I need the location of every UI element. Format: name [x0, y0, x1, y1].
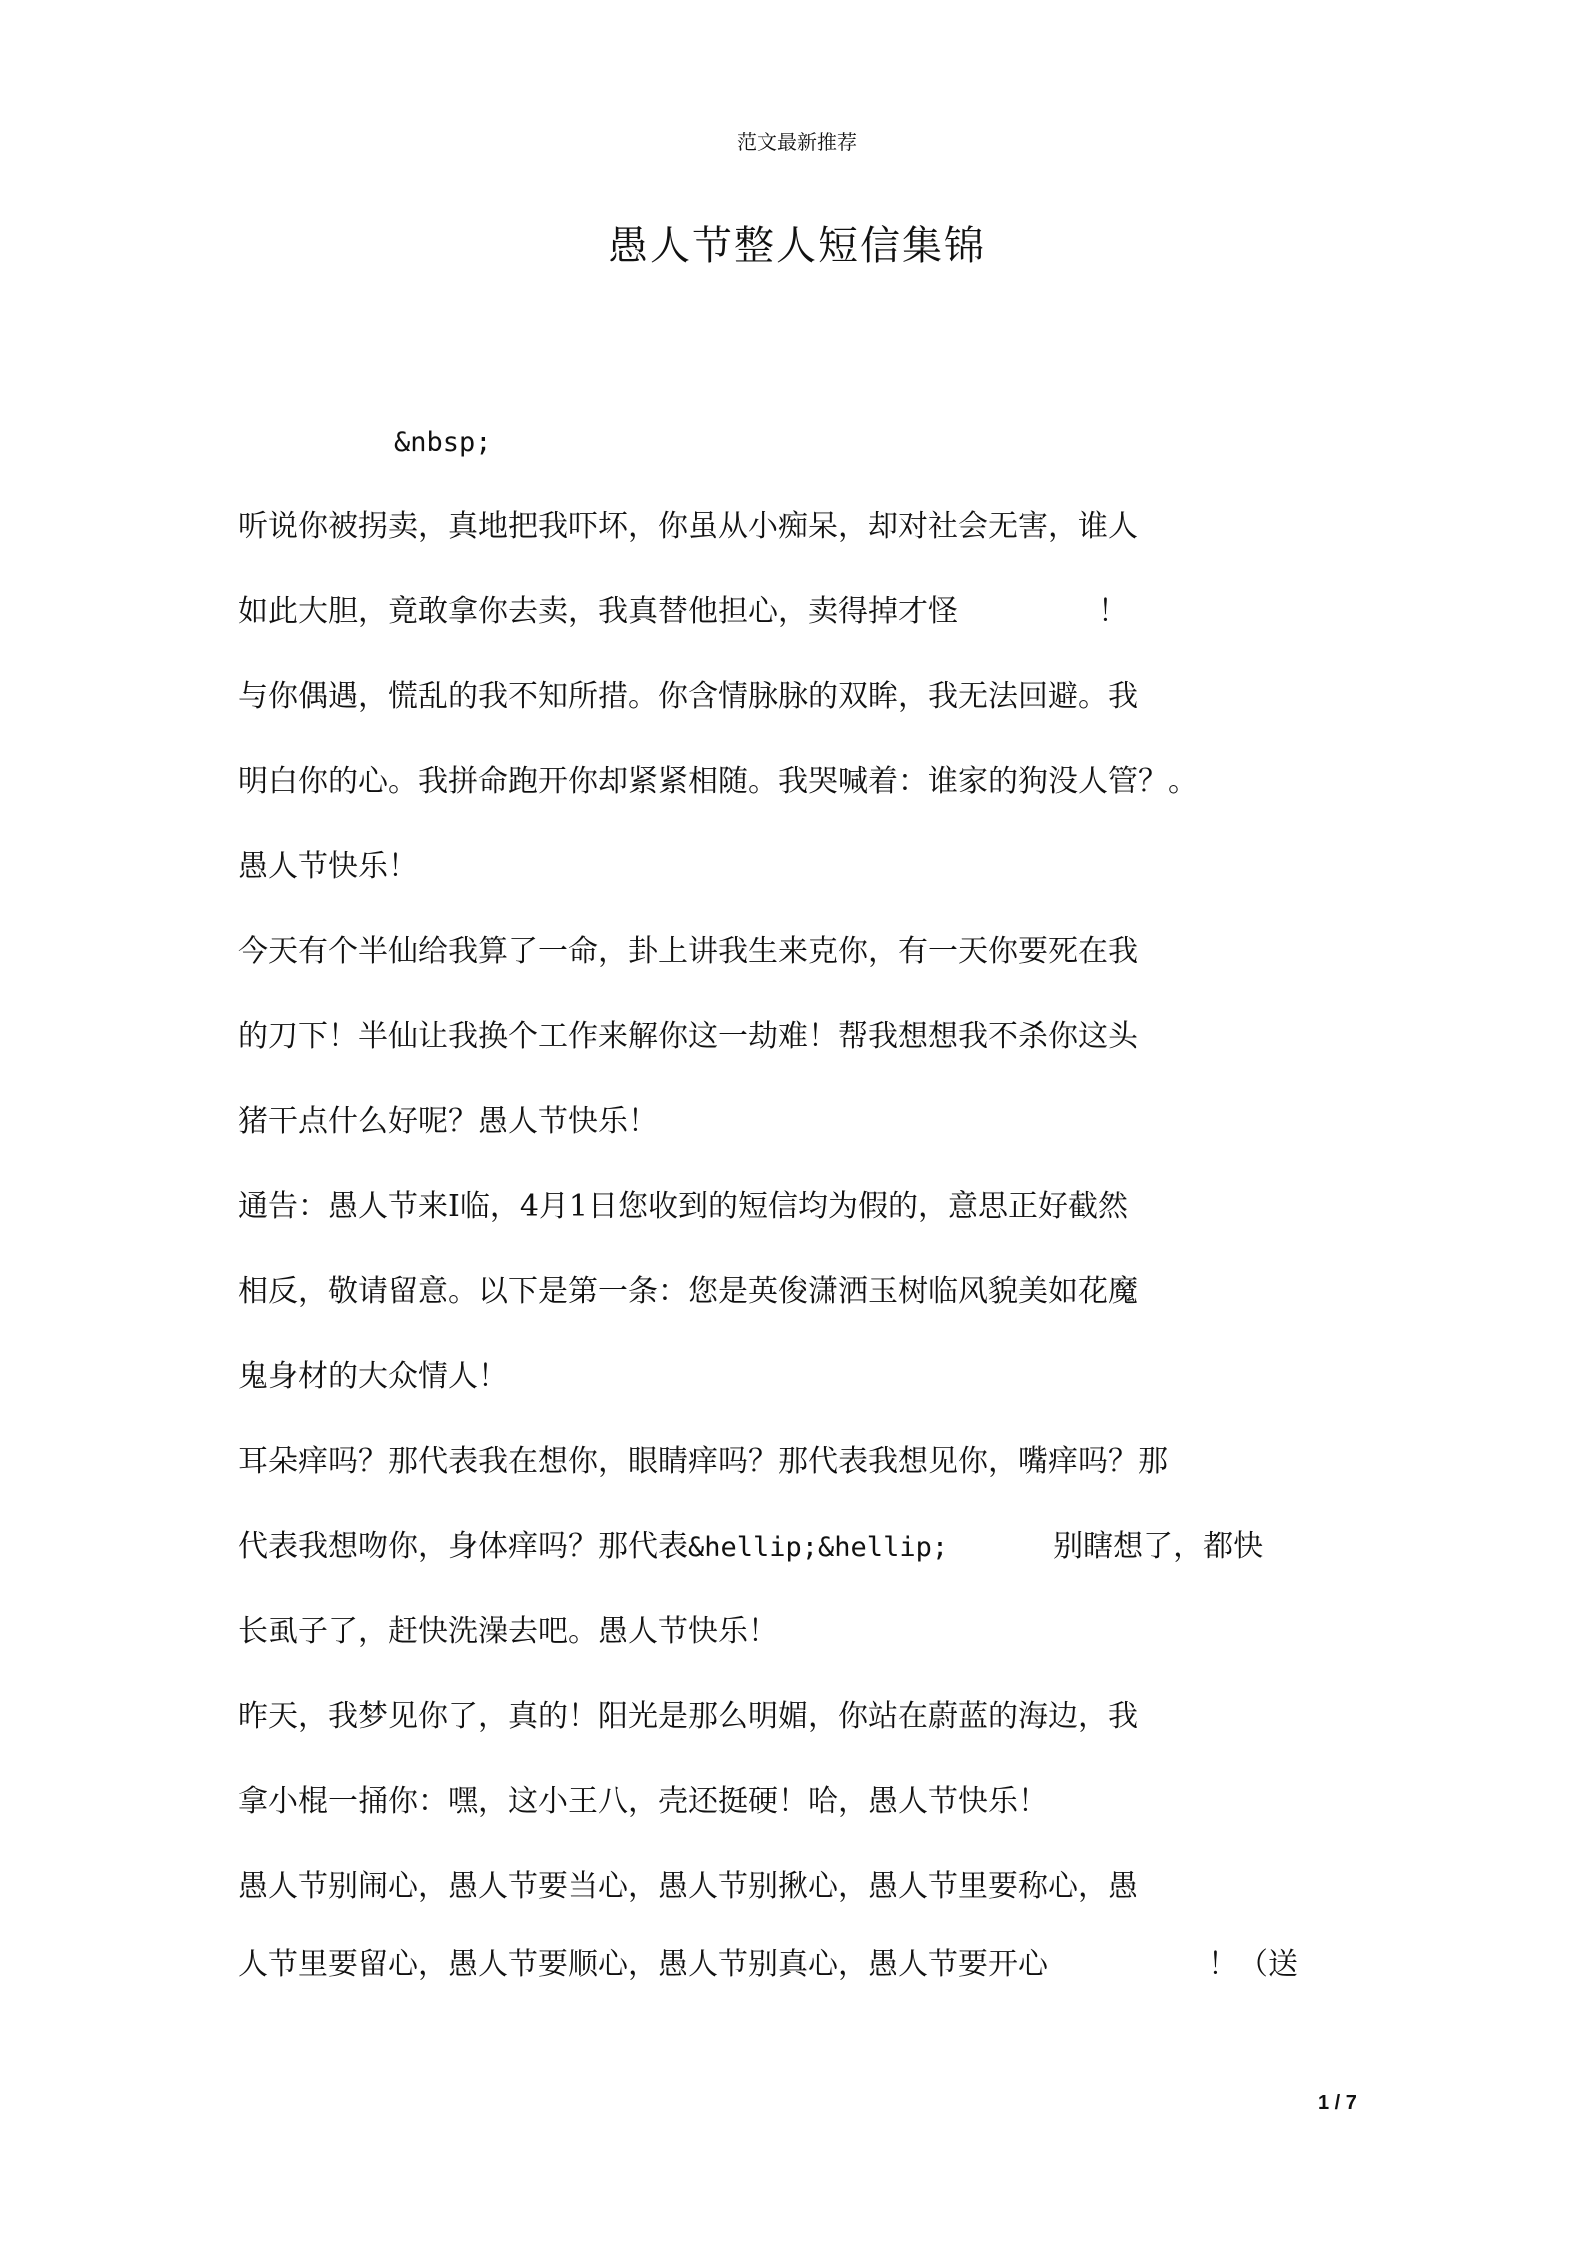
paragraph-line — [238, 1105, 1398, 1190]
line-text: ！（送 — [1208, 1947, 1298, 1982]
paragraph-line — [238, 425, 1398, 510]
paragraph-line — [238, 1615, 1398, 1700]
paragraph-line — [238, 1948, 1398, 2033]
nbsp-entity-text: &nbsp; — [394, 427, 492, 458]
line-text: 别瞎想了，都快 — [1053, 1529, 1264, 1564]
paragraph-line — [238, 1870, 1398, 1948]
line-text: 拿小棍一捅你：嘿，这小王八，壳还挺硬！哈，愚人节快乐！ — [238, 1784, 1048, 1819]
line-text: 人节里要留心，愚人节要顺心，愚人节别真心，愚人节要开心 — [238, 1947, 1048, 1982]
paragraph-line — [238, 1190, 1398, 1275]
page-header: 范文最新推荐 — [737, 130, 857, 154]
paragraph-line — [238, 1020, 1398, 1105]
paragraph-line — [238, 595, 1398, 680]
page-number: 1 / 7 — [1318, 2092, 1357, 2114]
line-text: 明白你的心。我拼命跑开你却紧紧相随。我哭喊着：谁家的狗没人管？。 — [238, 764, 1198, 799]
document-body — [238, 425, 1398, 2033]
paragraph-line — [238, 1530, 1398, 1615]
paragraph-line — [238, 850, 1398, 935]
line-text: 相反，敬请留意。以下是第一条：您是英俊潇洒玉树临风貌美如花魔 — [238, 1274, 1138, 1309]
line-text: 通告：愚人节来I临，4月1日您收到的短信均为假的，意思正好截然 — [238, 1189, 1129, 1224]
line-text: 长虱子了，赶快洗澡去吧。愚人节快乐！ — [238, 1614, 778, 1649]
paragraph-line — [238, 1785, 1398, 1870]
line-text: 如此大胆，竟敢拿你去卖，我真替他担心，卖得掉才怪 — [238, 594, 958, 629]
document-title: 愚人节整人短信集锦 — [608, 223, 986, 269]
paragraph-line — [238, 1700, 1398, 1785]
line-text: 猪干点什么好呢？愚人节快乐！ — [238, 1104, 658, 1139]
hellip-entity-text: &hellip;&hellip; — [688, 1532, 949, 1563]
paragraph-line — [238, 1360, 1398, 1445]
line-text: ！ — [1098, 594, 1128, 629]
paragraph-line — [238, 510, 1398, 595]
line-text: 的刀下！半仙让我换个工作来解你这一劫难！帮我想想我不杀你这头 — [238, 1019, 1138, 1054]
line-text: 听说你被拐卖，真地把我吓坏，你虽从小痴呆，却对社会无害，谁人 — [238, 509, 1138, 544]
line-text: 愚人节别闹心，愚人节要当心，愚人节别揪心，愚人节里要称心，愚 — [238, 1869, 1138, 1904]
paragraph-line — [238, 935, 1398, 1020]
paragraph-line — [238, 680, 1398, 765]
paragraph-line — [238, 1275, 1398, 1360]
line-text: 与你偶遇，慌乱的我不知所措。你含情脉脉的双眸，我无法回避。我 — [238, 679, 1138, 714]
line-text: 昨天，我梦见你了，真的！阳光是那么明媚，你站在蔚蓝的海边，我 — [238, 1699, 1138, 1734]
line-text: 今天有个半仙给我算了一命，卦上讲我生来克你，有一天你要死在我 — [238, 934, 1138, 969]
line-text: 耳朵痒吗？那代表我在想你，眼睛痒吗？那代表我想见你，嘴痒吗？那 — [238, 1444, 1168, 1479]
paragraph-line — [238, 765, 1398, 850]
paragraph-line — [238, 1445, 1398, 1530]
line-text: 愚人节快乐！ — [238, 849, 418, 884]
line-text: 鬼身材的大众情人！ — [238, 1359, 508, 1394]
line-text: 代表我想吻你，身体痒吗？那代表 — [238, 1529, 688, 1564]
